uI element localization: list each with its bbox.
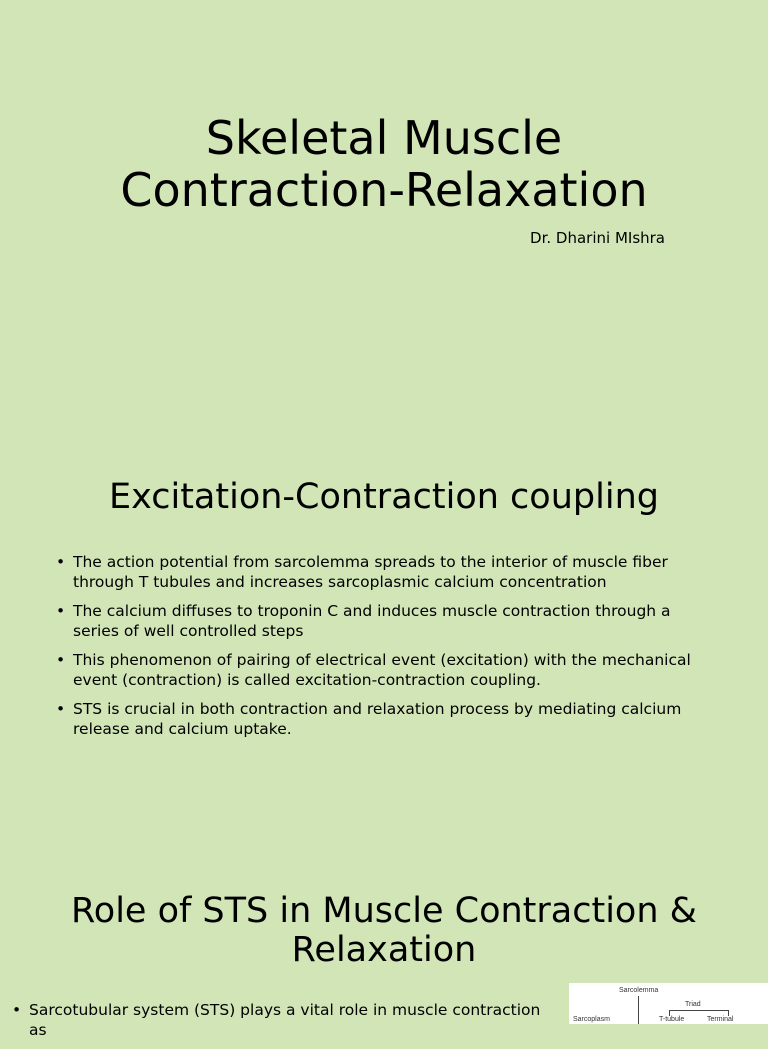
sts-diagram: [569, 983, 768, 1024]
bullet-item: • This phenomenon of pairing of electrical event (excitation) with the mechanical event (contraction) is called excitation-contraction coupling.: [56, 650, 706, 690]
label-sarcoplasm: Sarcoplasm: [573, 1016, 610, 1023]
slide-title-line1: Skeletal Muscle: [205, 111, 563, 165]
bullet-item: • Sarcotubular system (STS) plays a vital role in muscle contraction as: [12, 1000, 562, 1040]
bullet-item: • STS is crucial in both contraction and relaxation process by mediating calcium release and calcium uptake.: [56, 699, 706, 739]
label-terminal: Terminal: [707, 1016, 734, 1023]
diagram-line: [638, 996, 639, 1024]
bullet-list-sts: [12, 1000, 562, 1049]
slide-title: [0, 112, 768, 216]
diagram-line: [669, 1010, 670, 1016]
diagram-line: [728, 1010, 729, 1016]
diagram-line: [669, 1010, 729, 1011]
section-heading-role-of-sts: [0, 892, 768, 970]
slide-title-line2: Contraction-Relaxation: [120, 163, 648, 217]
author-name: Dr. Dharini MIshra: [530, 229, 665, 247]
label-sarcolemma: Sarcolemma: [619, 987, 659, 994]
heading-line1: Role of STS in Muscle Contraction &: [71, 891, 697, 931]
label-triad: Triad: [685, 1001, 701, 1008]
bullet-item: • The calcium diffuses to troponin C and induces muscle contraction through a series of well controlled steps: [56, 601, 706, 641]
bullet-list: [56, 552, 706, 748]
heading-line2: Relaxation: [291, 930, 477, 970]
label-t-tubule: T-tubule: [659, 1016, 685, 1023]
section-heading-ec-coupling: Excitation-Contraction coupling: [109, 477, 659, 517]
bullet-item: • The action potential from sarcolemma spreads to the interior of muscle fiber through T tubules and increases sarcoplasmic calcium concentration: [56, 552, 706, 592]
